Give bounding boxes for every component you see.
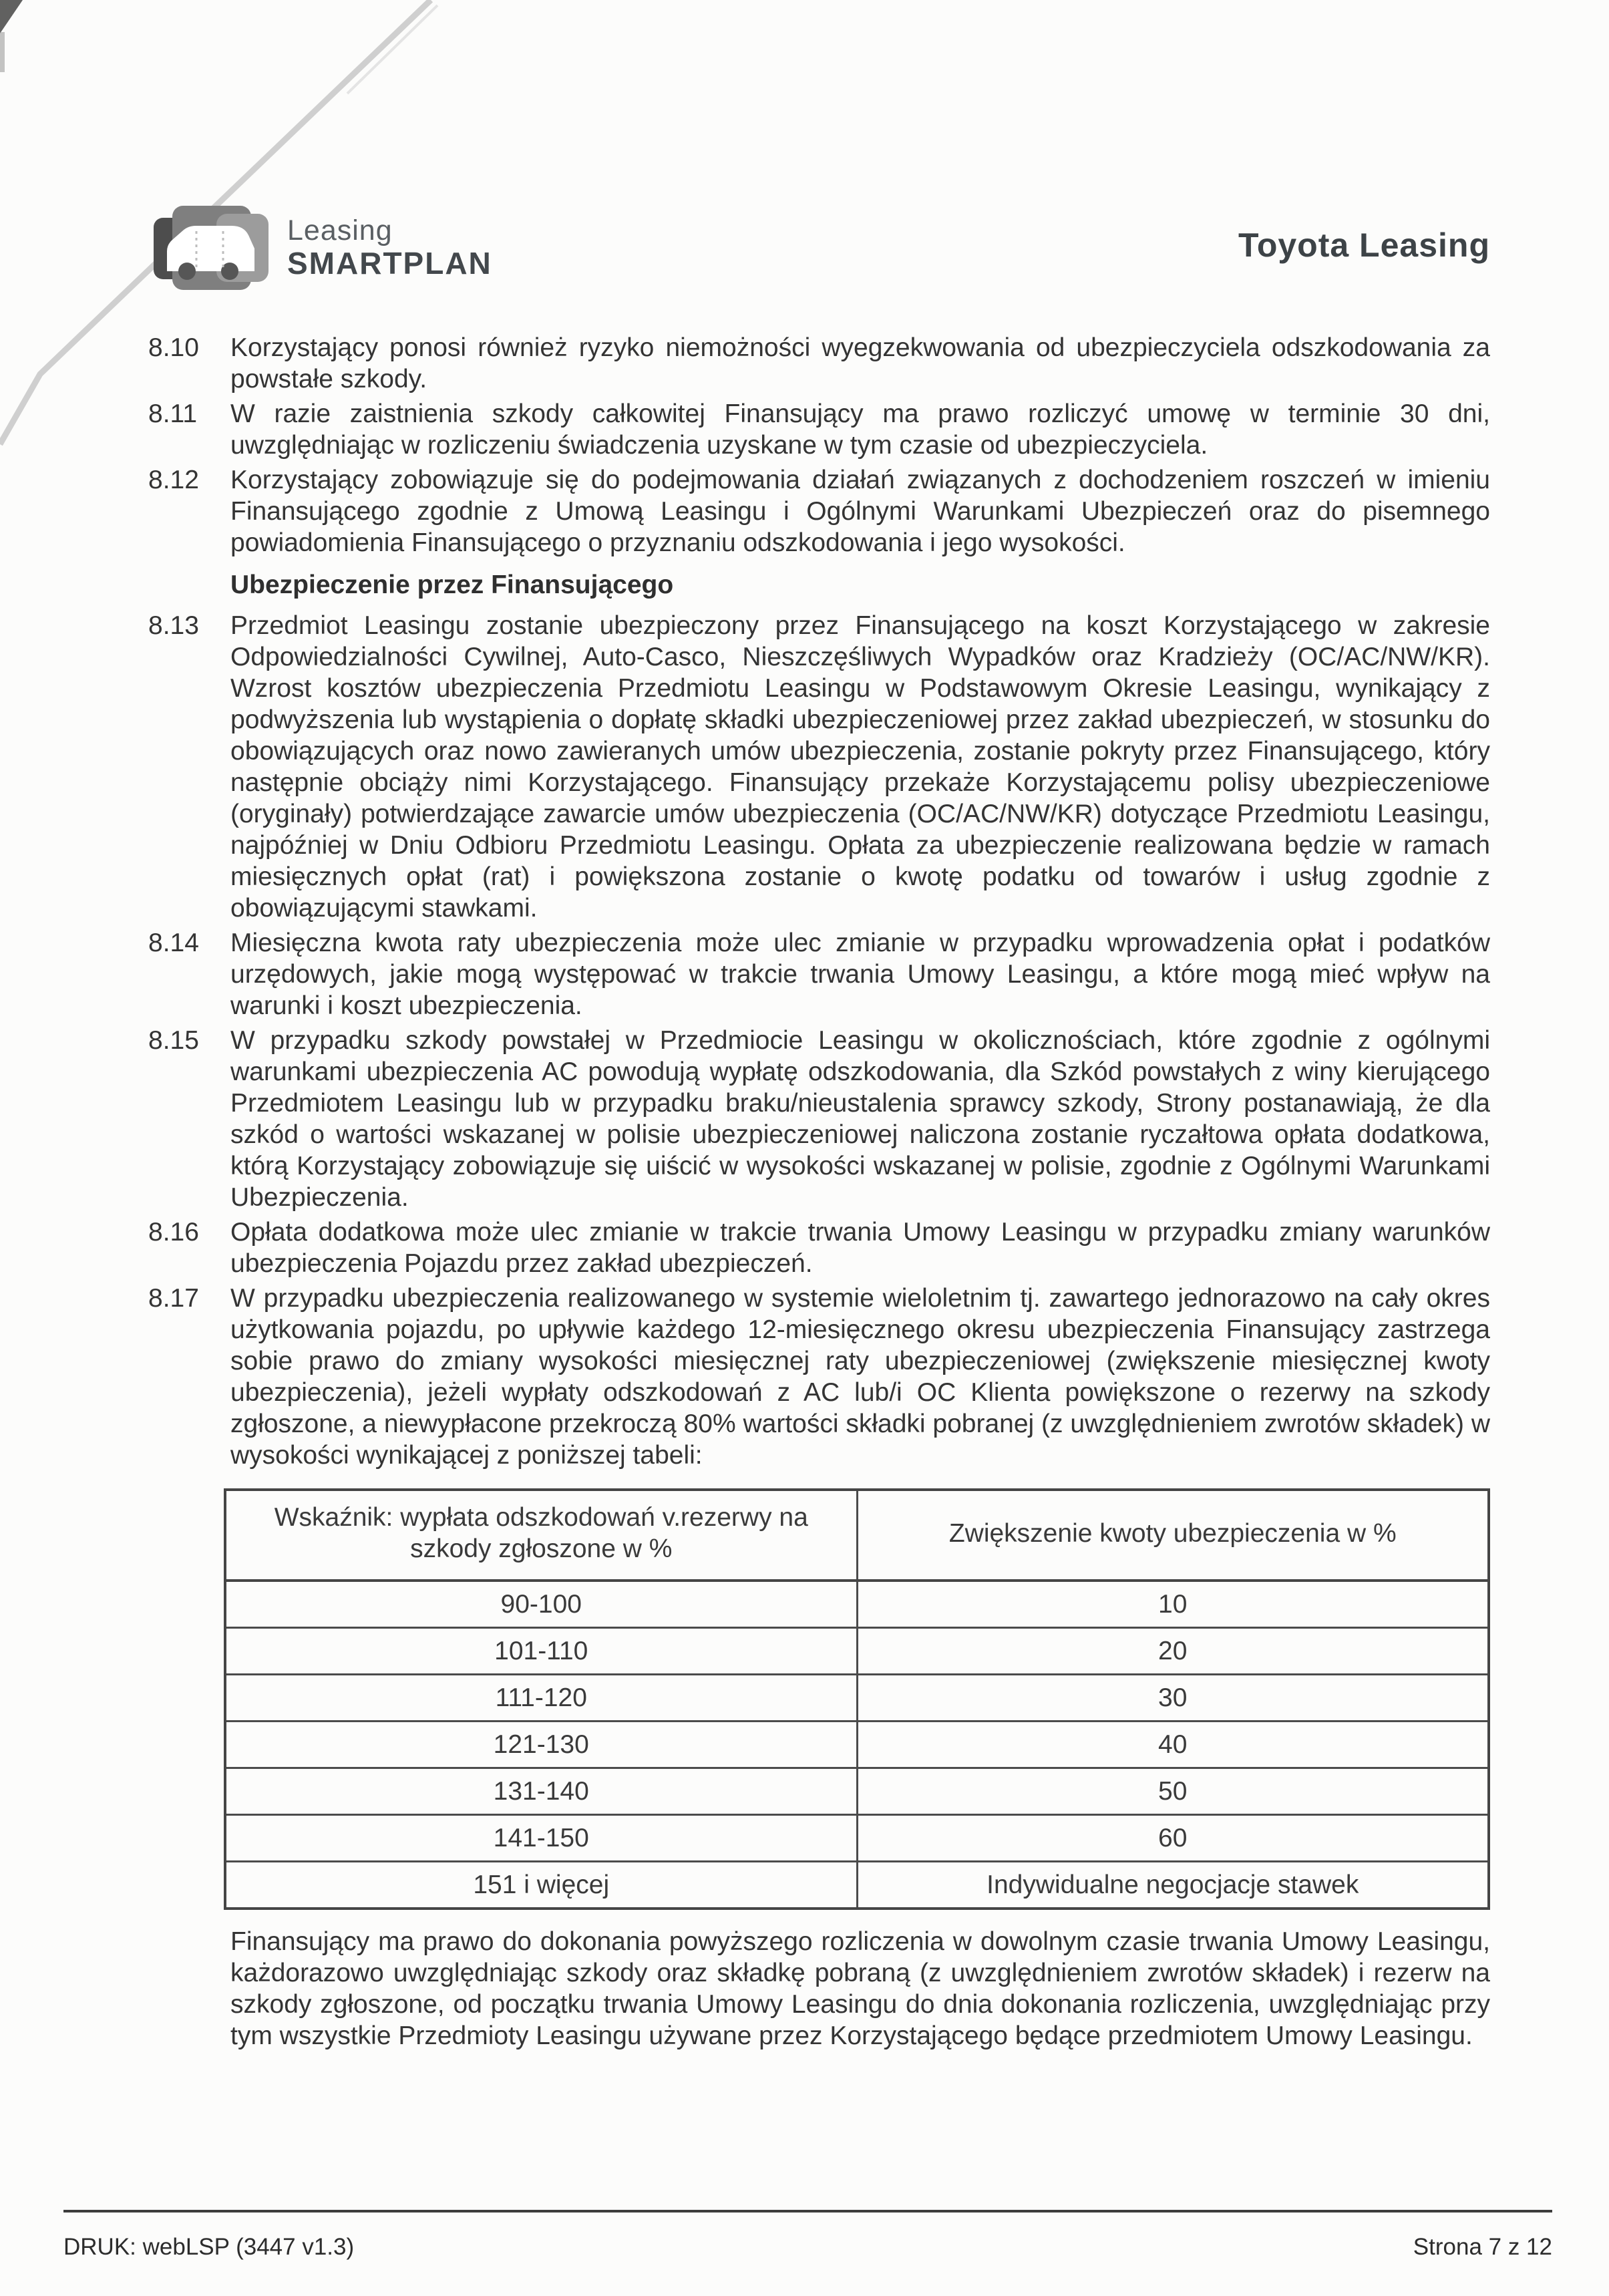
clause-8-17 — [148, 1283, 1490, 1471]
increase-value: 50 — [857, 1768, 1489, 1815]
table-row — [225, 1815, 1489, 1862]
increase-value: 30 — [857, 1675, 1489, 1721]
indicator-range: 131-140 — [225, 1768, 857, 1815]
clause-number: 8.11 — [148, 399, 198, 428]
indicator-range: 151 i więcej — [225, 1862, 857, 1909]
logo-line-smartplan: SMARTPLAN — [287, 246, 492, 281]
rates-table-wrap — [148, 1488, 1490, 1910]
footer-divider — [63, 2210, 1552, 2212]
indicator-range: 121-130 — [225, 1721, 857, 1768]
indicator-range: 101-110 — [225, 1628, 857, 1675]
indicator-range: 90-100 — [225, 1581, 857, 1628]
smartplan-logo — [152, 204, 492, 291]
increase-value: 20 — [857, 1628, 1489, 1675]
clause-number: 8.14 — [148, 929, 199, 957]
table-row — [225, 1675, 1489, 1721]
table-row — [225, 1721, 1489, 1768]
footer-page-number: Strona 7 z 12 — [1413, 2234, 1552, 2260]
clause-text: Przedmiot Leasingu zostanie ubezpieczony przez Finansującego na koszt Korzystającego w zakresie Odpowiedzialności Cywilnej, Auto-Casco, Nieszczęśliwych Wypadków oraz Kradzieży (OC/AC/NW/KR). Wzrost kosztów ubezpieczenia Przedmiotu Leasingu w Podstawowym Okresie Leasingu, wynikający z podwyższenia lub wystąpienia o dopłatę składki ubezpieczeniowej przez zakład ubezpieczeń, w stosunku do obowiązujących oraz nowo zawieranych umów ubezpieczenia, zostanie pokryty przez Finansującego, który następnie obciąży nimi Korzystającego. Finansujący przekaże Korzystającemu polisy ubezpieczeniowe (oryginały) potwierdzające zawarcie umów ubezpieczenia (OC/AC/NW/KR) dotyczące Przedmiotu Leasingu, najpóźniej w Dniu Odbioru Przedmiotu Leasingu. Opłata za ubezpieczenie realizowana będzie w ramach miesięcznych opłat (rat) i powiększona zostanie o kwotę podatku od towarów i usług zgodnie z obowiązującymi stawkami. — [230, 611, 1490, 923]
indicator-range: 111-120 — [225, 1675, 857, 1721]
increase-value: 10 — [857, 1581, 1489, 1628]
table-row — [225, 1768, 1489, 1815]
logo-wordmark — [287, 214, 492, 281]
clause-8-10 — [148, 332, 1490, 395]
clause-text: W przypadku ubezpieczenia realizowanego w systemie wieloletnim tj. zawartego jednorazowo na cały okres użytkowania pojazdu, po upływie każdego 12-miesięcznego okresu ubezpieczenia Finansujący zastrzega sobie prawo do zmiany wysokości miesięcznej raty ubezpieczeniowej (zwiększenie miesięcznej kwoty ubezpieczenia), jeżeli wypłaty odszkodowań z AC lub/i OC Klienta powiększone o rezerwy na szkody zgłoszone, a niewypłacone przekroczą 80% wartości składki pobranej (z uwzględnieniem zwrotów składek) w wysokości wynikającej z poniższej tabeli: — [230, 1284, 1490, 1470]
clause-number: 8.13 — [148, 611, 199, 640]
clause-8-13 — [148, 610, 1490, 924]
section-subheading — [148, 569, 1490, 601]
increase-value: 40 — [857, 1721, 1489, 1768]
clause-number: 8.10 — [148, 333, 199, 362]
closing-paragraph — [148, 1926, 1490, 2052]
table-header-row — [225, 1490, 1489, 1581]
increase-value: Indywidualne negocjacje stawek — [857, 1862, 1489, 1909]
clause-8-14 — [148, 927, 1490, 1021]
clause-text: Korzystający ponosi również ryzyko niemożności wyegzekwowania od ubezpieczyciela odszkodowania za powstałe szkody. — [230, 333, 1490, 393]
clause-8-11 — [148, 398, 1490, 461]
clause-text: Opłata dodatkowa może ulec zmianie w trakcie trwania Umowy Leasingu w przypadku zmiany warunków ubezpieczenia Pojazdu przez zakład ubezpieczeń. — [230, 1218, 1490, 1278]
table-row — [225, 1581, 1489, 1628]
clause-text: W razie zaistnienia szkody całkowitej Finansujący ma prawo rozliczyć umowę w terminie 30 dni, uwzględniając w rozliczeniu świadczenia uzyskane w tym czasie od ubezpieczyciela. — [230, 399, 1490, 460]
clause-8-15 — [148, 1025, 1490, 1213]
increase-value: 60 — [857, 1815, 1489, 1862]
table-header-increase: Zwiększenie kwoty ubezpieczenia w % — [857, 1490, 1489, 1581]
contract-body — [148, 332, 1490, 2052]
page-header — [152, 200, 1490, 301]
insurance-increase-table — [224, 1488, 1490, 1910]
clause-number: 8.16 — [148, 1218, 199, 1247]
clause-number: 8.12 — [148, 466, 199, 494]
clause-8-12 — [148, 464, 1490, 558]
table-row — [225, 1862, 1489, 1909]
closing-text: Finansujący ma prawo do dokonania powyższego rozliczenia w dowolnym czasie trwania Umowy Leasingu, każdorazowo uwzględniając szkody oraz składkę pobraną (z uwzględnieniem zwrotów składek) i rezerw na szkody zgłoszone, od początku trwania Umowy Leasingu do dnia dokonania rozliczenia, uwzględniając przy tym wszystkie Przedmioty Leasingu używane przez Korzystającego będące przedmiotem Umowy Leasingu. — [230, 1927, 1490, 2050]
subheading-text: Ubezpieczenie przez Finansującego — [230, 570, 674, 599]
clause-number: 8.15 — [148, 1026, 199, 1055]
clause-number: 8.17 — [148, 1284, 199, 1313]
clause-text: Miesięczna kwota raty ubezpieczenia może ulec zmianie w przypadku wprowadzenia opłat i podatków urzędowych, jakie mogą występować w trakcie trwania Umowy Leasingu, a które mogą mieć wpływ na warunki i koszt ubezpieczenia. — [230, 929, 1490, 1020]
smartplan-logo-icon — [152, 204, 270, 291]
clause-8-16 — [148, 1216, 1490, 1279]
table-row — [225, 1628, 1489, 1675]
page-footer — [63, 2234, 1552, 2261]
brand-toyota-leasing: Toyota Leasing — [1238, 226, 1490, 264]
indicator-range: 141-150 — [225, 1815, 857, 1862]
clause-text: Korzystający zobowiązuje się do podejmowania działań związanych z dochodzeniem roszczeń w imieniu Finansującego zgodnie z Umową Leasingu i Ogólnymi Warunkami Ubezpieczeń oraz do pisemnego powiadomienia Finansującego o przyznaniu odszkodowania i jego wysokości. — [230, 466, 1490, 557]
footer-print-info: DRUK: webLSP (3447 v1.3) — [63, 2234, 355, 2260]
logo-line-leasing: Leasing — [287, 214, 393, 247]
clause-text: W przypadku szkody powstałej w Przedmiocie Leasingu w okolicznościach, które zgodnie z ogólnymi warunkami ubezpieczenia AC powodują wypłatę odszkodowania, dla Szkód powstałych z winy kierującego Przedmiotem Leasingu lub w przypadku braku/nieustalenia sprawcy szkody, Strony postanawiają, że dla szkód o wartości wskazanej w polisie ubezpieczeniowej naliczona zostanie ryczałtowa opłata dodatkowa, którą Korzystający zobowiązuje się uiścić w wysokości wskazanej w polisie, zgodnie z Ogólnymi Warunkami Ubezpieczenia. — [230, 1026, 1490, 1212]
table-header-indicator: Wskaźnik: wypłata odszkodowań v.rezerwy na szkody zgłoszone w % — [225, 1490, 857, 1581]
